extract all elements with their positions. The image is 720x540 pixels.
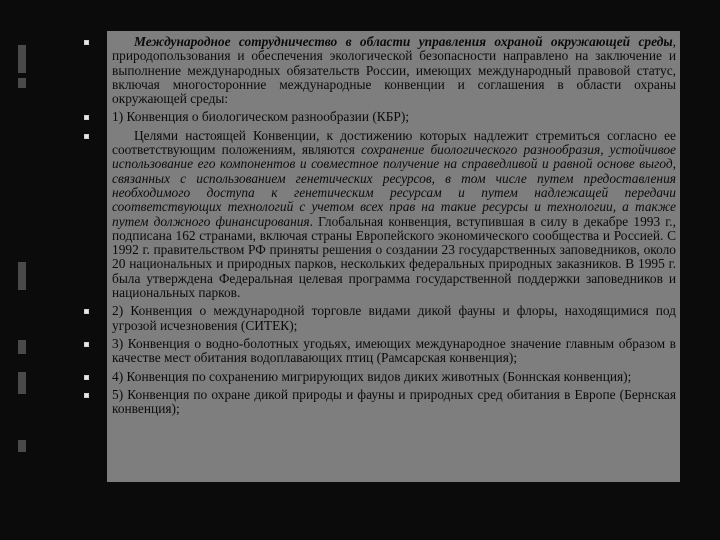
bullet-square-icon xyxy=(84,115,89,120)
bullet-square-icon xyxy=(84,134,89,139)
bullet-square-icon xyxy=(84,375,89,380)
paragraph-text: 3) Конвенция о водно-болотных угодьях, имеющих международное значение главным образом в качестве мест обитания водоплавающих птиц (Рамсарская конвенция); xyxy=(112,335,676,366)
left-deco-bar-4 xyxy=(18,340,26,354)
list-item xyxy=(84,370,676,384)
left-deco-bar-1 xyxy=(18,45,26,73)
paragraph-text: . Глобальная конвенция, вступившая в силу в декабре 1993 г., подписана 162 странами, включая страны Европейского экономического сообщества и Россией. С 1992 г. правительством РФ приняты решения о создании 23 государственных заповедников, около 20 национальных и природных парков, нескольких федеральных природных заказников. В 1995 г. была утверждена Федеральная целевая программа государственной поддержки заповедников и национальных парков. xyxy=(112,213,676,301)
paragraph-text: 5) Конвенция по охране дикой природы и фауны и природных сред обитания в Европе (Бернская конвенция); xyxy=(112,386,676,417)
italic-text: сохранение биологического разнообразия, устойчивое использование его компонентов и совместное получение на справедливой и равной основе выгод, связанных с использованием генетических ресурсов, в том числе путем предоставления необходимого доступа к генетическим ресурсам и путем надлежащей передачи соответствующих технологий с учетом всех прав на такие ресурсы и технологии, а также путем должного финансирования xyxy=(112,142,676,229)
paragraph-text: 1) Конвенция о биологическом разнообразии (КБР); xyxy=(112,109,410,125)
paragraph-text: 4) Конвенция по сохранению мигрирующих видов диких животных (Боннская конвенция); xyxy=(112,368,632,384)
left-deco-bar-6 xyxy=(18,440,26,452)
paragraph-text: Целями настоящей Конвенции, к достижению которых надлежит стремиться согласно ее соответствующим положениям, являются xyxy=(112,127,676,158)
list-item xyxy=(84,388,676,417)
list-item xyxy=(84,129,676,301)
bullet-square-icon xyxy=(84,40,89,45)
bullet-list xyxy=(84,35,676,420)
list-item xyxy=(84,110,676,124)
paragraph-text: , природопользования и обеспечения экологической безопасности направлено на заключение и выполнение международных обязательств России, имеющих международный правовой статус, включая многосторонние международные конвенции и соглашения в области охраны окружающей среды: xyxy=(112,34,676,107)
left-deco-bar-3 xyxy=(18,262,26,290)
bullet-square-icon xyxy=(84,342,89,347)
paragraph-text: 2) Конвенция о международной торговле видами дикой фауны и флоры, находящимися под угрозой исчезновения (СИТЕК); xyxy=(112,303,676,333)
bullet-square-icon xyxy=(84,393,89,398)
list-item xyxy=(84,337,676,366)
list-item xyxy=(84,35,676,106)
list-item xyxy=(84,304,676,333)
bullet-square-icon xyxy=(84,309,89,314)
left-deco-bar-2 xyxy=(18,78,26,88)
lead-bold-text: Международное сотрудничество в области управления охраной окружающей среды xyxy=(134,34,673,49)
left-deco-bar-5 xyxy=(18,372,26,394)
